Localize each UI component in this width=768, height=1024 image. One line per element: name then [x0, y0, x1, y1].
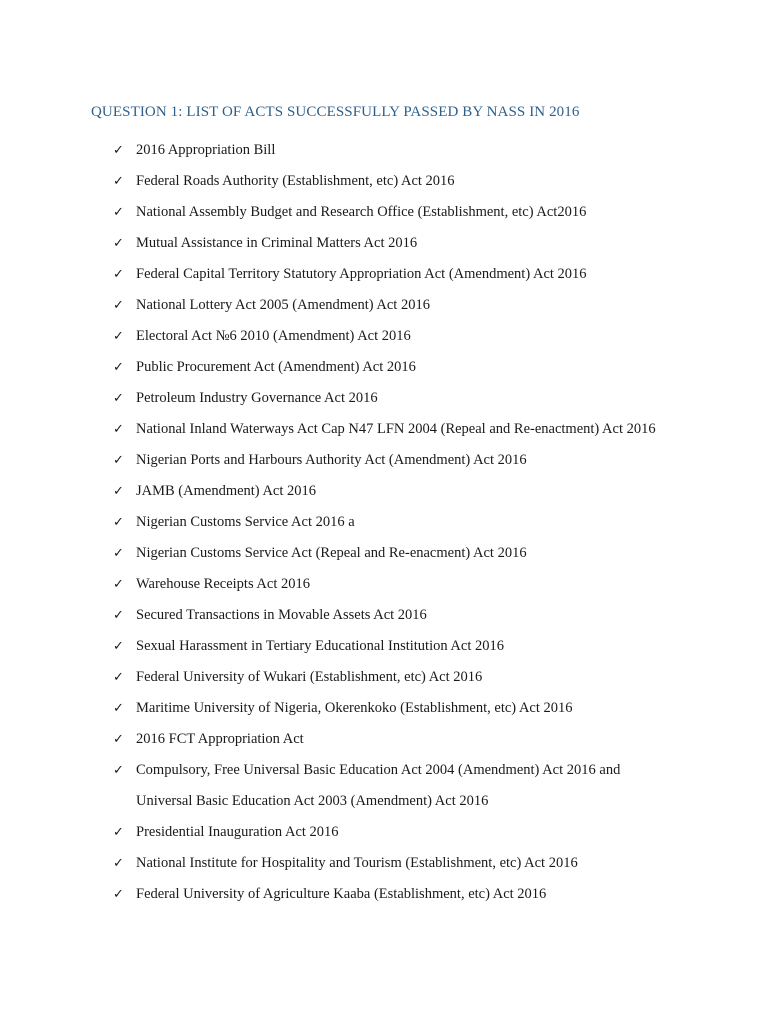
list-item — [0, 445, 768, 476]
act-title: Federal Capital Territory Statutory Appropriation Act (Amendment) Act 2016 — [136, 266, 587, 282]
list-item — [0, 228, 768, 259]
checkmark-icon: ✓ — [113, 298, 124, 313]
list-item — [0, 817, 768, 848]
checkmark-icon: ✓ — [113, 670, 124, 685]
list-item — [0, 197, 768, 228]
checkmark-icon: ✓ — [113, 608, 124, 623]
list-item — [0, 879, 768, 910]
act-title: Federal Roads Authority (Establishment, etc) Act 2016 — [136, 173, 455, 189]
act-title: Nigerian Customs Service Act (Repeal and Re-enacment) Act 2016 — [136, 545, 527, 561]
list-item — [0, 848, 768, 879]
act-title: National Inland Waterways Act Cap N47 LFN 2004 (Repeal and Re-enactment) Act 2016 — [136, 421, 656, 437]
checkmark-icon: ✓ — [113, 236, 124, 251]
acts-list — [0, 135, 768, 910]
checkmark-icon: ✓ — [113, 422, 124, 437]
list-item — [0, 755, 768, 817]
act-title: 2016 FCT Appropriation Act — [136, 731, 304, 747]
checkmark-icon: ✓ — [113, 763, 124, 778]
checkmark-icon: ✓ — [113, 577, 124, 592]
list-item — [0, 724, 768, 755]
act-title: Presidential Inauguration Act 2016 — [136, 824, 339, 840]
checkmark-icon: ✓ — [113, 825, 124, 840]
act-title: National Assembly Budget and Research Office (Establishment, etc) Act2016 — [136, 204, 587, 220]
act-title: Electoral Act №6 2010 (Amendment) Act 2016 — [136, 328, 411, 344]
checkmark-icon: ✓ — [113, 887, 124, 902]
act-title: Nigerian Ports and Harbours Authority Act (Amendment) Act 2016 — [136, 452, 527, 468]
act-title-continuation: Universal Basic Education Act 2003 (Amendment) Act 2016 — [136, 793, 489, 809]
checkmark-icon: ✓ — [113, 515, 124, 530]
act-title: Maritime University of Nigeria, Okerenkoko (Establishment, etc) Act 2016 — [136, 700, 573, 716]
list-item — [0, 166, 768, 197]
list-item — [0, 569, 768, 600]
act-title: Secured Transactions in Movable Assets Act 2016 — [136, 607, 427, 623]
act-title: JAMB (Amendment) Act 2016 — [136, 483, 317, 499]
list-item — [0, 352, 768, 383]
list-item — [0, 476, 768, 507]
checkmark-icon: ✓ — [113, 267, 124, 282]
act-title: Warehouse Receipts Act 2016 — [136, 576, 310, 592]
act-title: 2016 Appropriation Bill — [136, 142, 276, 158]
list-item — [0, 259, 768, 290]
act-title: Federal University of Agriculture Kaaba (Establishment, etc) Act 2016 — [136, 886, 547, 902]
checkmark-icon: ✓ — [113, 856, 124, 871]
act-title: Mutual Assistance in Criminal Matters Act 2016 — [136, 235, 418, 251]
list-item — [0, 290, 768, 321]
page-title: QUESTION 1: LIST OF ACTS SUCCESSFULLY PASSED BY NASS IN 2016 — [91, 104, 580, 120]
act-title: National Lottery Act 2005 (Amendment) Act 2016 — [136, 297, 430, 313]
list-item — [0, 662, 768, 693]
list-item — [0, 507, 768, 538]
act-title: Public Procurement Act (Amendment) Act 2016 — [136, 359, 416, 375]
act-title: Nigerian Customs Service Act 2016 a — [136, 514, 355, 530]
checkmark-icon: ✓ — [113, 546, 124, 561]
checkmark-icon: ✓ — [113, 639, 124, 654]
list-item — [0, 693, 768, 724]
act-title: Sexual Harassment in Tertiary Educational Institution Act 2016 — [136, 638, 504, 654]
checkmark-icon: ✓ — [113, 701, 124, 716]
checkmark-icon: ✓ — [113, 732, 124, 747]
list-item — [0, 383, 768, 414]
list-item — [0, 135, 768, 166]
checkmark-icon: ✓ — [113, 360, 124, 375]
list-item — [0, 600, 768, 631]
checkmark-icon: ✓ — [113, 453, 124, 468]
act-title: National Institute for Hospitality and Tourism (Establishment, etc) Act 2016 — [136, 855, 578, 871]
act-title: Compulsory, Free Universal Basic Education Act 2004 (Amendment) Act 2016 and — [136, 762, 621, 778]
checkmark-icon: ✓ — [113, 205, 124, 220]
act-title: Federal University of Wukari (Establishment, etc) Act 2016 — [136, 669, 483, 685]
act-title: Petroleum Industry Governance Act 2016 — [136, 390, 378, 406]
list-item — [0, 321, 768, 352]
checkmark-icon: ✓ — [113, 391, 124, 406]
checkmark-icon: ✓ — [113, 484, 124, 499]
checkmark-icon: ✓ — [113, 329, 124, 344]
list-item — [0, 631, 768, 662]
list-item — [0, 538, 768, 569]
checkmark-icon: ✓ — [113, 143, 124, 158]
checkmark-icon: ✓ — [113, 174, 124, 189]
list-item — [0, 414, 768, 445]
